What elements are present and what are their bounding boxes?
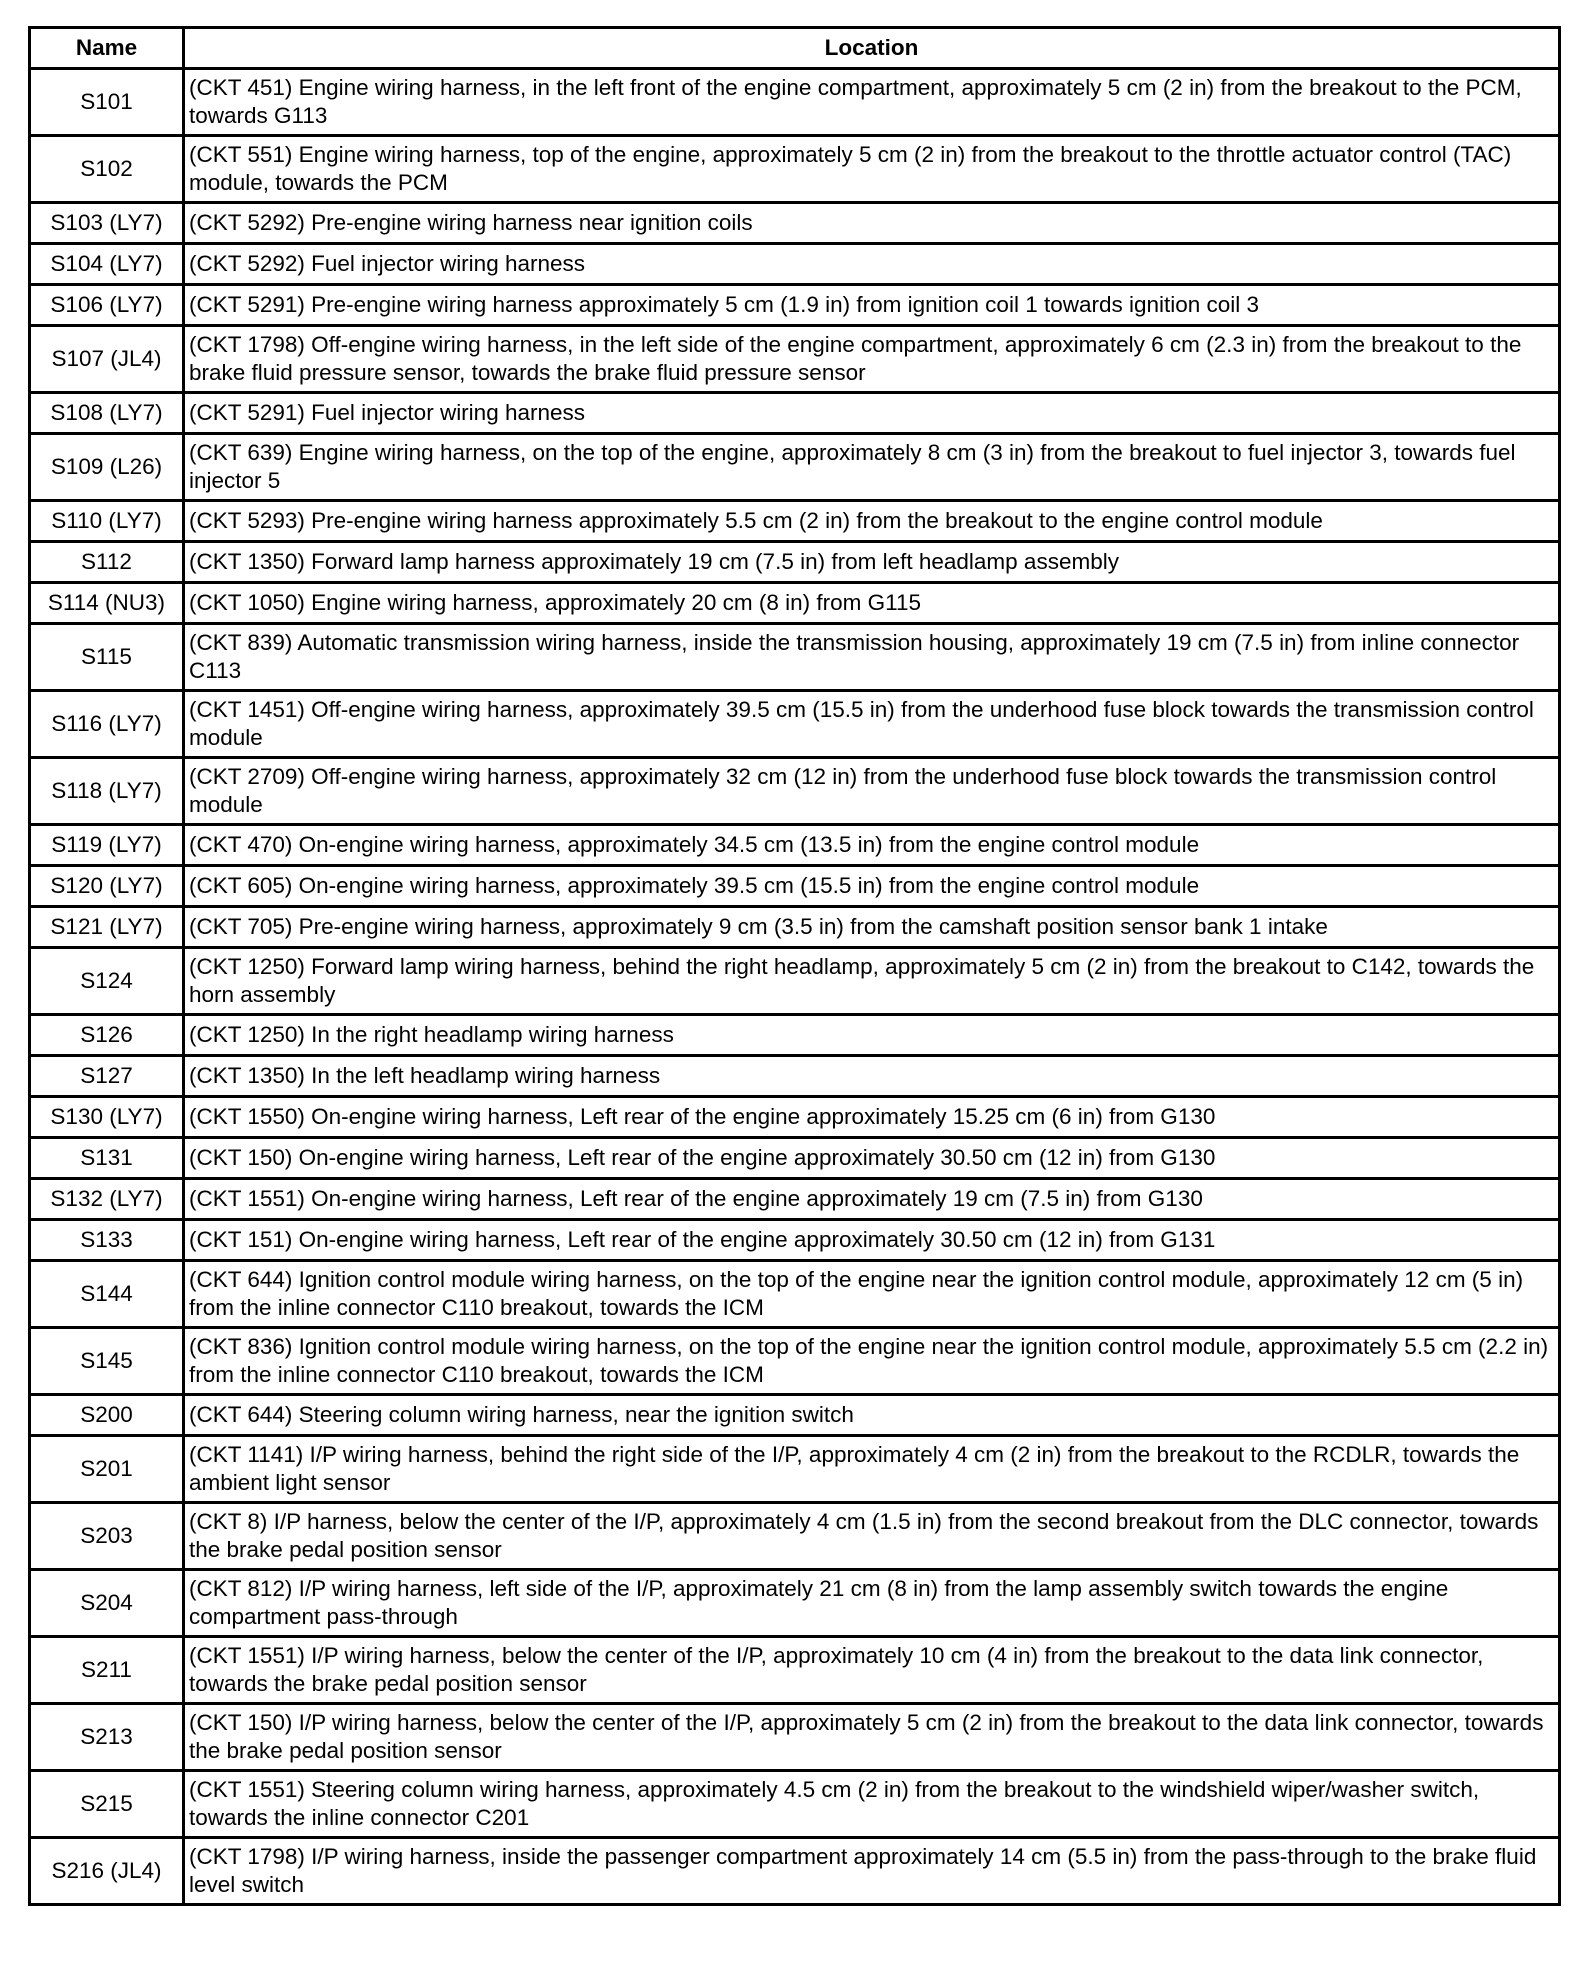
splice-name-cell: S118 (LY7) [30,758,184,825]
table-row [30,1637,1560,1704]
splice-location-cell: (CKT 5291) Fuel injector wiring harness [184,393,1560,434]
table-row [30,434,1560,501]
column-header-name: Name [30,28,184,69]
table-row [30,1097,1560,1138]
table-row [30,1436,1560,1503]
table-row [30,825,1560,866]
splice-name-cell: S108 (LY7) [30,393,184,434]
splice-name-cell: S106 (LY7) [30,285,184,326]
splice-location-cell: (CKT 836) Ignition control module wiring harness, on the top of the engine near the ignition control module, approximately 5.5 cm (2.2 in) from the inline connector C110 breakout, towards the ICM [184,1328,1560,1395]
splice-location-cell: (CKT 1798) I/P wiring harness, inside the passenger compartment approximately 14 cm (5.5 in) from the pass-through to the brake fluid level switch [184,1838,1560,1905]
table-header-row [30,28,1560,69]
splice-name-cell: S121 (LY7) [30,907,184,948]
splice-name-cell: S131 [30,1138,184,1179]
splice-name-cell: S101 [30,69,184,136]
splice-location-cell: (CKT 451) Engine wiring harness, in the left front of the engine compartment, approximately 5 cm (2 in) from the breakout to the PCM, towards G113 [184,69,1560,136]
table-row [30,1838,1560,1905]
table-row [30,69,1560,136]
splice-location-cell: (CKT 150) I/P wiring harness, below the center of the I/P, approximately 5 cm (2 in) from the breakout to the data link connector, towards the brake pedal position sensor [184,1704,1560,1771]
table-row [30,1503,1560,1570]
splice-name-cell: S103 (LY7) [30,203,184,244]
splice-location-cell: (CKT 1550) On-engine wiring harness, Left rear of the engine approximately 15.25 cm (6 in) from G130 [184,1097,1560,1138]
table-row [30,501,1560,542]
splice-location-cell: (CKT 1250) In the right headlamp wiring harness [184,1015,1560,1056]
table-row [30,244,1560,285]
splice-location-cell: (CKT 1798) Off-engine wiring harness, in the left side of the engine compartment, approximately 6 cm (2.3 in) from the breakout to the brake fluid pressure sensor, towards the brake fluid pressure sensor [184,326,1560,393]
splice-location-cell: (CKT 5291) Pre-engine wiring harness approximately 5 cm (1.9 in) from ignition coil 1 towards ignition coil 3 [184,285,1560,326]
splice-location-cell: (CKT 1050) Engine wiring harness, approximately 20 cm (8 in) from G115 [184,583,1560,624]
splice-name-cell: S132 (LY7) [30,1179,184,1220]
splice-name-cell: S112 [30,542,184,583]
splice-location-cell: (CKT 639) Engine wiring harness, on the top of the engine, approximately 8 cm (3 in) from the breakout to fuel injector 3, towards fuel injector 5 [184,434,1560,501]
splice-name-cell: S145 [30,1328,184,1395]
table-row [30,583,1560,624]
table-row [30,907,1560,948]
splice-name-cell: S120 (LY7) [30,866,184,907]
splice-location-cell: (CKT 470) On-engine wiring harness, approximately 34.5 cm (13.5 in) from the engine control module [184,825,1560,866]
table-row [30,1261,1560,1328]
splice-name-cell: S215 [30,1771,184,1838]
table-row [30,1015,1560,1056]
splice-location-cell: (CKT 644) Steering column wiring harness, near the ignition switch [184,1395,1560,1436]
splice-name-cell: S110 (LY7) [30,501,184,542]
splice-location-cell: (CKT 551) Engine wiring harness, top of the engine, approximately 5 cm (2 in) from the breakout to the throttle actuator control (TAC) module, towards the PCM [184,136,1560,203]
table-row [30,691,1560,758]
splice-name-cell: S201 [30,1436,184,1503]
splice-location-cell: (CKT 1141) I/P wiring harness, behind the right side of the I/P, approximately 4 cm (2 in) from the breakout to the RCDLR, towards the ambient light sensor [184,1436,1560,1503]
splice-location-cell: (CKT 1350) Forward lamp harness approximately 19 cm (7.5 in) from left headlamp assembly [184,542,1560,583]
table-row [30,1771,1560,1838]
table-row [30,1704,1560,1771]
table-row [30,393,1560,434]
table-row [30,1179,1560,1220]
splice-name-cell: S133 [30,1220,184,1261]
splice-location-cell: (CKT 705) Pre-engine wiring harness, approximately 9 cm (3.5 in) from the camshaft position sensor bank 1 intake [184,907,1560,948]
table-row [30,1220,1560,1261]
table-row [30,285,1560,326]
table-row [30,948,1560,1015]
splice-name-cell: S130 (LY7) [30,1097,184,1138]
splice-name-cell: S116 (LY7) [30,691,184,758]
table-row [30,866,1560,907]
splice-name-cell: S211 [30,1637,184,1704]
splice-location-table [28,26,1561,1906]
splice-name-cell: S203 [30,1503,184,1570]
table-row [30,203,1560,244]
splice-name-cell: S124 [30,948,184,1015]
table-row [30,1328,1560,1395]
splice-name-cell: S115 [30,624,184,691]
splice-location-cell: (CKT 812) I/P wiring harness, left side of the I/P, approximately 21 cm (8 in) from the lamp assembly switch towards the engine compartment pass-through [184,1570,1560,1637]
table-row [30,326,1560,393]
splice-location-cell: (CKT 1551) On-engine wiring harness, Left rear of the engine approximately 19 cm (7.5 in) from G130 [184,1179,1560,1220]
table-row [30,1138,1560,1179]
splice-location-cell: (CKT 605) On-engine wiring harness, approximately 39.5 cm (15.5 in) from the engine control module [184,866,1560,907]
splice-name-cell: S109 (L26) [30,434,184,501]
splice-name-cell: S119 (LY7) [30,825,184,866]
table-row [30,1570,1560,1637]
splice-name-cell: S114 (NU3) [30,583,184,624]
splice-location-cell: (CKT 1250) Forward lamp wiring harness, behind the right headlamp, approximately 5 cm (2 in) from the breakout to C142, towards the horn assembly [184,948,1560,1015]
splice-name-cell: S102 [30,136,184,203]
splice-name-cell: S204 [30,1570,184,1637]
splice-name-cell: S127 [30,1056,184,1097]
splice-name-cell: S216 (JL4) [30,1838,184,1905]
splice-name-cell: S144 [30,1261,184,1328]
column-header-location: Location [184,28,1560,69]
splice-location-cell: (CKT 1551) Steering column wiring harness, approximately 4.5 cm (2 in) from the breakout to the windshield wiper/washer switch, towards the inline connector C201 [184,1771,1560,1838]
splice-location-cell: (CKT 5292) Fuel injector wiring harness [184,244,1560,285]
table-row [30,624,1560,691]
splice-location-cell: (CKT 839) Automatic transmission wiring harness, inside the transmission housing, approximately 19 cm (7.5 in) from inline connector C113 [184,624,1560,691]
splice-location-cell: (CKT 2709) Off-engine wiring harness, approximately 32 cm (12 in) from the underhood fuse block towards the transmission control module [184,758,1560,825]
splice-location-cell: (CKT 1551) I/P wiring harness, below the center of the I/P, approximately 10 cm (4 in) from the breakout to the data link connector, towards the brake pedal position sensor [184,1637,1560,1704]
table-row [30,758,1560,825]
splice-location-cell: (CKT 1350) In the left headlamp wiring harness [184,1056,1560,1097]
splice-name-cell: S107 (JL4) [30,326,184,393]
table-row [30,136,1560,203]
table-row [30,542,1560,583]
splice-location-cell: (CKT 5292) Pre-engine wiring harness near ignition coils [184,203,1560,244]
splice-name-cell: S126 [30,1015,184,1056]
table-row [30,1395,1560,1436]
splice-location-cell: (CKT 151) On-engine wiring harness, Left rear of the engine approximately 30.50 cm (12 in) from G131 [184,1220,1560,1261]
splice-location-cell: (CKT 644) Ignition control module wiring harness, on the top of the engine near the ignition control module, approximately 12 cm (5 in) from the inline connector C110 breakout, towards the ICM [184,1261,1560,1328]
splice-name-cell: S104 (LY7) [30,244,184,285]
splice-name-cell: S200 [30,1395,184,1436]
splice-location-cell: (CKT 1451) Off-engine wiring harness, approximately 39.5 cm (15.5 in) from the underhood fuse block towards the transmission control module [184,691,1560,758]
splice-location-cell: (CKT 5293) Pre-engine wiring harness approximately 5.5 cm (2 in) from the breakout to the engine control module [184,501,1560,542]
splice-location-cell: (CKT 8) I/P harness, below the center of the I/P, approximately 4 cm (1.5 in) from the second breakout from the DLC connector, towards the brake pedal position sensor [184,1503,1560,1570]
splice-location-cell: (CKT 150) On-engine wiring harness, Left rear of the engine approximately 30.50 cm (12 in) from G130 [184,1138,1560,1179]
splice-name-cell: S213 [30,1704,184,1771]
table-row [30,1056,1560,1097]
splice-location-table-container [28,26,1558,1906]
